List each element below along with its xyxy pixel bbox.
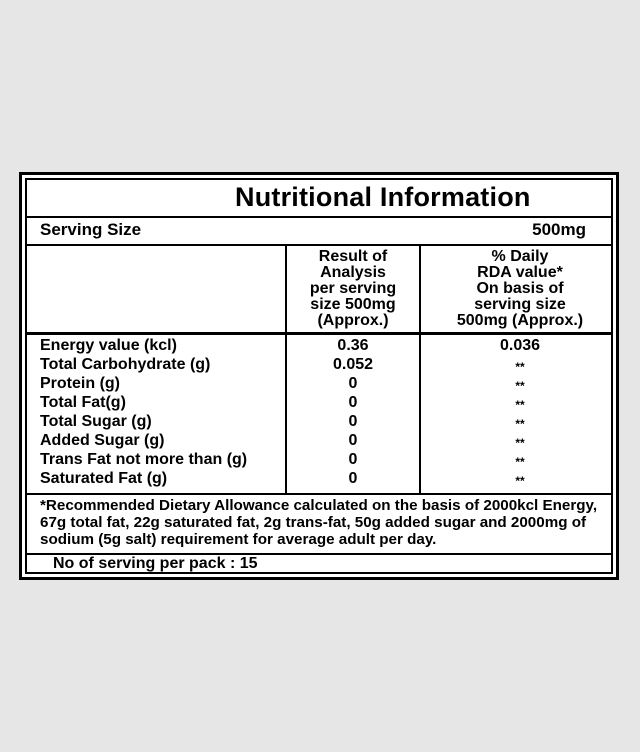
nutrient-name: Total Fat(g) <box>40 394 126 411</box>
rda-header-line: 500mg (Approx.) <box>456 312 584 329</box>
analysis-header-line: (Approx.) <box>317 312 389 329</box>
table-row <box>27 451 611 470</box>
nutrient-value: 0.36 <box>337 337 369 354</box>
nutrient-rda: ** <box>515 379 525 393</box>
nutrient-rda: ** <box>515 360 525 374</box>
table-row <box>27 413 611 432</box>
nutrient-name: Total Sugar (g) <box>40 413 152 430</box>
analysis-header-line: per serving <box>309 280 397 297</box>
table-row <box>27 356 611 375</box>
nutrition-table <box>25 178 613 574</box>
table-row <box>27 432 611 451</box>
nutrient-name: Added Sugar (g) <box>40 432 165 449</box>
footnote-row <box>27 493 611 555</box>
nutrient-value: 0 <box>348 394 358 411</box>
analysis-header-line: Analysis <box>320 264 386 281</box>
nutrient-name: Total Carbohydrate (g) <box>40 356 211 373</box>
servings-per-pack-row <box>27 554 611 578</box>
table-row <box>27 470 611 489</box>
nutrition-label <box>19 172 619 580</box>
serving-size-value: 500mg <box>532 220 586 239</box>
rda-footnote: *Recommended Dietary Allowance calculated on the basis of 2000kcl Energy, 67g total fat, 22g saturated fat, 2g trans-fat, 50g added sugar and 2000mg of sodium (5g salt) requirement for average adult per day. <box>40 497 598 548</box>
table-row <box>27 375 611 394</box>
table-row <box>27 394 611 413</box>
title-row <box>27 180 611 218</box>
nutrient-name: Energy value (kcl) <box>40 337 177 354</box>
nutrient-value: 0 <box>348 451 358 468</box>
nutrient-name: Trans Fat not more than (g) <box>40 451 248 468</box>
nutrient-rda: ** <box>515 417 525 431</box>
column-header-row <box>27 246 611 335</box>
nutrient-value: 0 <box>348 375 358 392</box>
nutrient-name: Saturated Fat (g) <box>40 470 168 487</box>
nutrient-value: 0 <box>348 470 358 487</box>
table-row <box>27 337 611 356</box>
rda-header-line: % Daily <box>491 248 549 265</box>
nutrient-rda: ** <box>515 474 525 488</box>
nutrient-rda: ** <box>515 436 525 450</box>
nutrient-rda: ** <box>515 455 525 469</box>
rda-column-header <box>421 249 619 329</box>
rda-header-line: serving size <box>474 296 566 313</box>
analysis-column-header <box>287 249 419 329</box>
nutrient-value: 0 <box>348 432 358 449</box>
nutrient-name: Protein (g) <box>40 375 120 392</box>
nutrient-rda: 0.036 <box>499 337 541 354</box>
rda-header-line: On basis of <box>476 280 564 297</box>
nutrient-value: 0.052 <box>332 356 374 373</box>
analysis-header-line: size 500mg <box>310 296 396 313</box>
label-title: Nutritional Information <box>235 182 531 212</box>
rda-header-line: RDA value* <box>477 264 563 281</box>
serving-size-row <box>27 218 611 246</box>
nutrient-rda: ** <box>515 398 525 412</box>
analysis-header-line: Result of <box>318 248 388 265</box>
servings-per-pack: No of serving per pack : 15 <box>53 555 258 572</box>
serving-size-label: Serving Size <box>40 220 142 239</box>
nutrient-value: 0 <box>348 413 358 430</box>
